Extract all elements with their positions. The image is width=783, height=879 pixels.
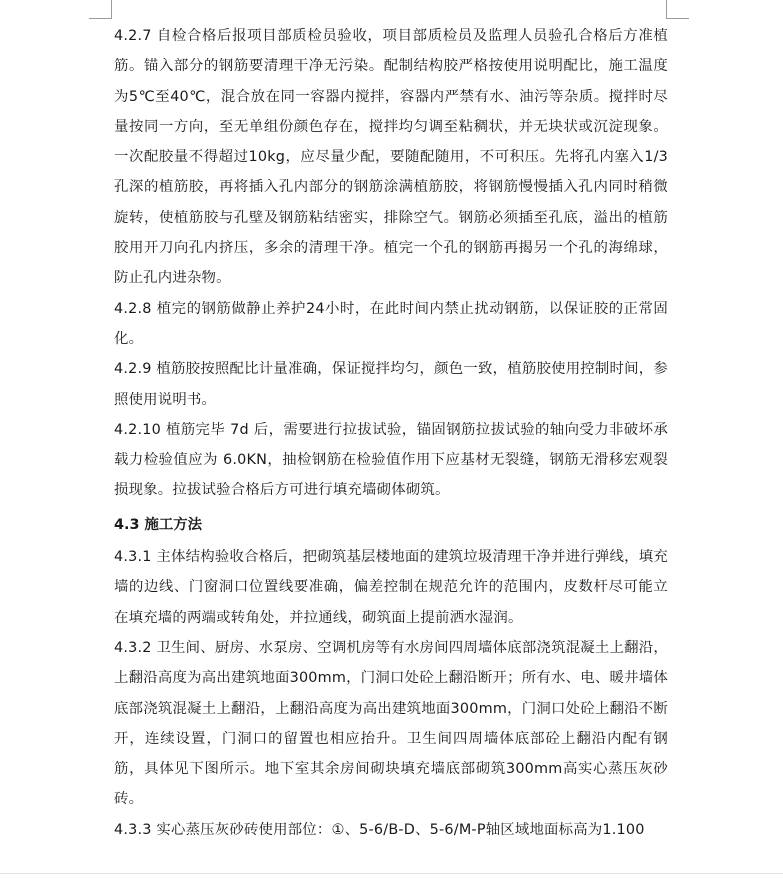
page-bottom-edge [0, 873, 783, 874]
paragraph-4-2-7: 4.2.7 自检合格后报项目部质检员验收，项目部质检员及监理人员验孔合格后方准植筋。锚入部分的钢筋要清理干净无污染。配制结构胶严格按使用说明配比，施工温度为5℃至40℃，混合放在同一容器内搅拌，容器内严禁有水、油污等杂质。搅拌时尽量按同一方向，至无单组份颜色存在，搅拌均匀调至粘稠状，并无块状或沉淀现象。一次配胶量不得超过10kg，应尽量少配，要随配随用，不可积压。先将孔内塞入1/3孔深的植筋胶，再将插入孔内部分的钢筋涂满植筋胶，将钢筋慢慢插入孔内同时稍微旋转，使植筋胶与孔壁及钢筋粘结密实，排除空气。钢筋必须插至孔底，溢出的植筋胶用开刀向孔内挤压，多余的清理干净。植完一个孔的钢筋再揭另一个孔的海绵球，防止孔内进杂物。 [114, 28, 668, 287]
paragraph-4-3-2: 4.3.2 卫生间、厨房、水泵房、空调机房等有水房间四周墙体底部浇筑混凝土上翻沿，上翻沿高度为高出建筑地面300mm，门洞口处砼上翻沿断开；所有水、电、暖井墙体底部浇筑混凝土上翻沿，上翻沿高度为高出建筑地面300mm，门洞口处砼上翻沿不断开，连续设置，门洞口的留置也相应抬升。卫生间四周墙体底部砼上翻沿内配有钢筋，具体见下图所示。地下室其余房间砌块填充墙底部砌筑300mm高实心蒸压灰砂砖。 [114, 639, 668, 808]
margin-corner-mark-right [666, 0, 689, 19]
document-body [114, 21, 668, 845]
section-heading-4-3: 4.3 施工方法 [114, 516, 203, 533]
paragraph-4-2-10: 4.2.10 植筋完毕 7d 后，需要进行拉拔试验，锚固钢筋拉拔试验的轴向受力非破坏承载力检验值应为 6.0KN，抽检钢筋在检验值作用下应基材无裂缝，钢筋无滑移宏观裂损现象。拉拔试验合格后方可进行填充墙砌体砌筑。 [114, 421, 668, 499]
paragraph-4-3-1: 4.3.1 主体结构验收合格后，把砌筑基层楼地面的建筑垃圾清理干净并进行弹线，填充墙的边线、门窗洞口位置线要准确，偏差控制在规范允许的范围内，皮数杆尽可能立在填充墙的两端或转角处，并拉通线，砌筑面上提前洒水湿润。 [114, 549, 668, 626]
paragraph-4-2-8: 4.2.8 植完的钢筋做静止养护24小时，在此时间内禁止扰动钢筋，以保证胶的正常固化。 [114, 300, 668, 347]
margin-corner-mark-left [89, 0, 112, 19]
paragraph-4-2-9: 4.2.9 植筋胶按照配比计量准确，保证搅拌均匀，颜色一致，植筋胶使用控制时间，参照使用说明书。 [114, 361, 668, 408]
paragraph-4-3-3: 4.3.3 实心蒸压灰砂砖使用部位：①、5-6/B-D、5-6/M-P轴区域地面标高为1.100 [114, 821, 645, 838]
